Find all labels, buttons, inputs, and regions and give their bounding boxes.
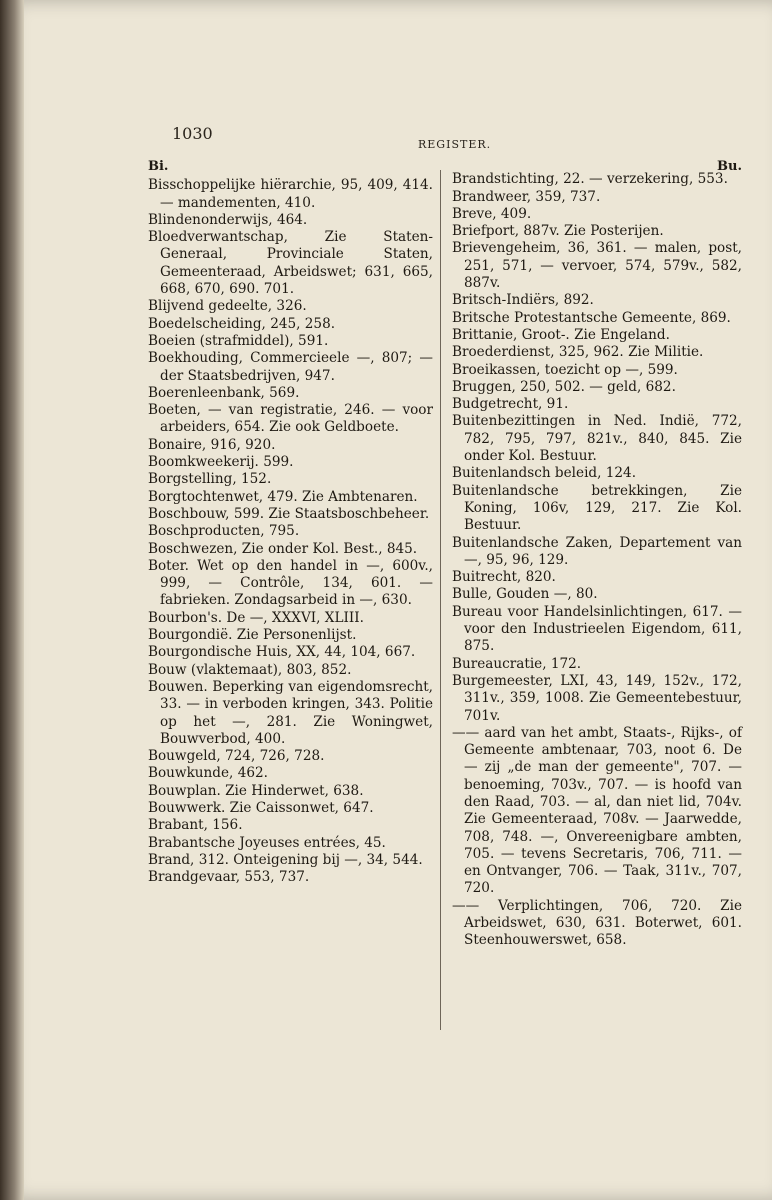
index-entry: Brabantsche Joyeuses entrées, 45.: [148, 834, 386, 851]
index-entry: Bruggen, 250, 502. — geld, 682.: [452, 378, 676, 395]
index-entry: Boekhouding, Commercieele —, 807; — der Staatsbedrijven, 947.: [148, 350, 433, 384]
section-heading-left: Bi.: [148, 159, 169, 174]
index-entry: Buitenlandsche Zaken, Departement van —, 95, 96, 129.: [452, 534, 742, 568]
index-entry: Brievengeheim, 36, 361. — malen, post, 251, 571, — vervoer, 574, 579v., 582, 887v.: [452, 240, 742, 292]
index-entry: Boedelscheiding, 245, 258.: [148, 315, 336, 332]
index-entry: Briefport, 887v. Zie Posterijen.: [452, 223, 664, 240]
right-column: [452, 158, 742, 950]
index-entry: Boschproducten, 795.: [148, 523, 300, 540]
index-entry: Bureau voor Handelsinlichtingen, 617. — voor den Industrieelen Eigendom, 611, 875.: [452, 603, 742, 655]
left-entry-list: [148, 177, 433, 886]
section-heading-right: Bu.: [717, 159, 742, 174]
index-entry: Brittanie, Groot-. Zie Engeland.: [452, 326, 670, 343]
index-entry: Broeikassen, toezicht op —, 599.: [452, 361, 678, 378]
index-entry: Bonaire, 916, 920.: [148, 436, 276, 453]
index-entry: Boomkweekerij. 599.: [148, 454, 294, 471]
index-entry: Boschwezen, Zie onder Kol. Best., 845.: [148, 540, 418, 557]
index-entry: Buitenbezittingen in Ned. Indië, 772, 782, 795, 797, 821v., 840, 845. Zie onder Kol. Bestuur.: [452, 413, 742, 465]
index-entry: Bouwplan. Zie Hinderwet, 638.: [148, 782, 364, 799]
index-entry: Bourgondië. Zie Personenlijst.: [148, 627, 357, 644]
index-entry: Brandstichting, 22. — verzekering, 553.: [452, 171, 728, 188]
index-entry: Broederdienst, 325, 962. Zie Militie.: [452, 344, 704, 361]
index-entry: Burgemeester, LXI, 43, 149, 152v., 172, 311v., 359, 1008. Zie Gemeentebestuur, 701v.: [452, 672, 742, 724]
index-entry: Brandweer, 359, 737.: [452, 188, 601, 205]
index-entry: Bouwkunde, 462.: [148, 765, 268, 782]
left-column: [148, 158, 433, 886]
column-divider: [440, 170, 441, 1030]
index-entry: Brand, 312. Onteigening bij —, 34, 544.: [148, 851, 423, 868]
index-entry: Bourgondische Huis, XX, 44, 104, 667.: [148, 644, 416, 661]
index-entry: Bourbon's. De —, XXXVI, XLIII.: [148, 609, 364, 626]
index-entry: Britsch-Indiërs, 892.: [452, 292, 594, 309]
index-entry: Buitenlandsche betrekkingen, Zie Koning, 106v, 129, 217. Zie Kol. Bestuur.: [452, 482, 742, 534]
index-entry: Bisschoppelijke hiërarchie, 95, 409, 414. — mandementen, 410.: [148, 177, 433, 211]
index-entry: Blijvend gedeelte, 326.: [148, 298, 307, 315]
index-entry: Bouwwerk. Zie Caissonwet, 647.: [148, 799, 374, 816]
index-entry: —— Verplichtingen, 706, 720. Zie Arbeidswet, 630, 631. Boterwet, 601. Steenhouwerswet, 658.: [452, 897, 742, 949]
index-entry: Bouw (vlaktemaat), 803, 852.: [148, 661, 352, 678]
index-entry: Boter. Wet op den handel in —, 600v., 999, — Contrôle, 134, 601. — fabrieken. Zondagsarbeid in —, 630.: [148, 557, 433, 609]
index-entry: Bouwen. Beperking van eigendomsrecht, 33. — in verboden kringen, 343. Politie op het —, 281. Zie Woningwet, Bouwverbod, 400.: [148, 678, 433, 747]
index-entry: Bureaucratie, 172.: [452, 655, 582, 672]
index-entry: Britsche Protestantsche Gemeente, 869.: [452, 309, 731, 326]
page-number: 1030: [172, 124, 213, 143]
index-entry: Bloedverwantschap, Zie Staten-Generaal, Provinciale Staten, Gemeenteraad, Arbeidswet; 631, 665, 668, 670, 690. 701.: [148, 229, 433, 298]
index-entry: Blindenonderwijs, 464.: [148, 211, 308, 228]
index-entry: Borgstelling, 152.: [148, 471, 272, 488]
index-entry: Borgtochtenwet, 479. Zie Ambtenaren.: [148, 488, 418, 505]
index-entry: Boschbouw, 599. Zie Staatsboschbeheer.: [148, 505, 430, 522]
index-entry: —— aard van het ambt, Staats-, Rijks-, of Gemeente ambtenaar, 703, noot 6. De — zij „de man der gemeente", 707. — benoeming, 703v., 707. — is hoofd van den Raad, 703. — al, dan niet lid, 704v. Zie Gemeenteraad, 708v. — Jaarwedde, 708, 748. —, Onvereenigbare ambten, 705. — tevens Secretaris, 706, 711. — en Ontvanger, 706. — Taak, 311v., 707, 720.: [452, 724, 742, 897]
index-entry: Budgetrecht, 91.: [452, 396, 569, 413]
book-spine-shadow: [0, 0, 24, 1200]
index-entry: Brabant, 156.: [148, 817, 243, 834]
right-entry-list: [452, 171, 742, 949]
index-entry: Buitrecht, 820.: [452, 569, 556, 586]
index-entry: Bulle, Gouden —, 80.: [452, 586, 598, 603]
index-entry: Brandgevaar, 553, 737.: [148, 869, 310, 886]
index-entry: Boeien (strafmiddel), 591.: [148, 332, 329, 349]
index-entry: Breve, 409.: [452, 205, 532, 222]
index-entry: Boerenleenbank, 569.: [148, 384, 300, 401]
index-entry: Buitenlandsch beleid, 124.: [452, 465, 637, 482]
index-entry: Boeten, — van registratie, 246. — voor arbeiders, 654. Zie ook Geldboete.: [148, 402, 433, 436]
running-title: REGISTER.: [418, 138, 492, 151]
index-entry: Bouwgeld, 724, 726, 728.: [148, 748, 325, 765]
